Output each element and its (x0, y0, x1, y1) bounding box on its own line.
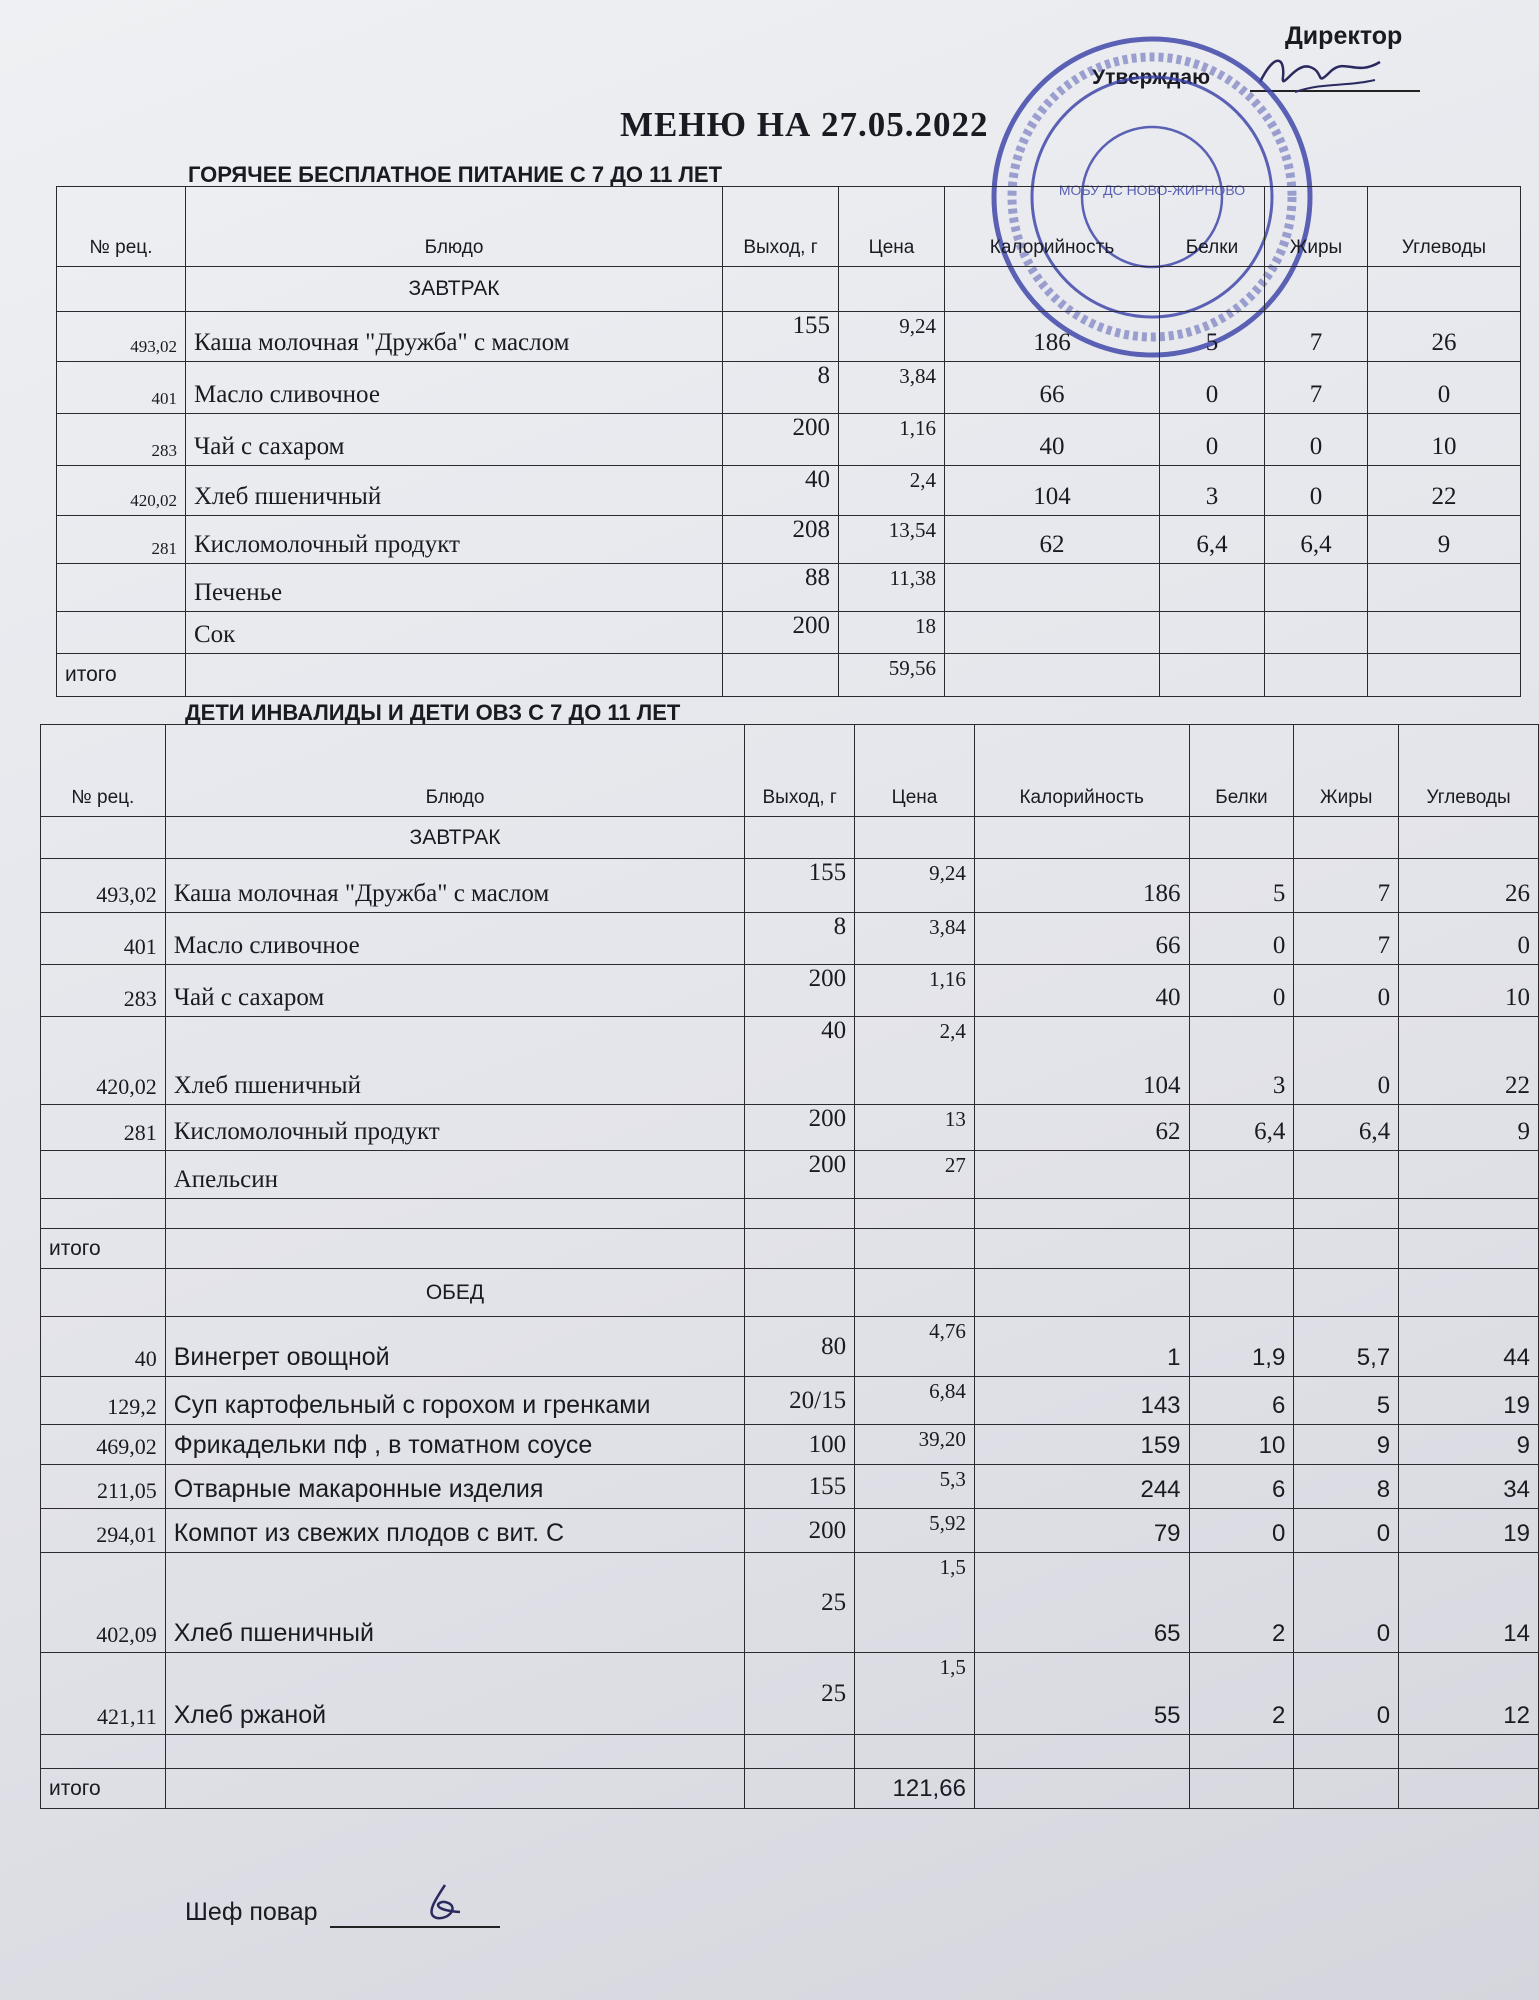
table-row (41, 1653, 1539, 1735)
cell-yield: 25 (745, 1653, 855, 1735)
cell-protein (1160, 564, 1265, 612)
cell-protein: 3 (1160, 466, 1265, 516)
cell-fat: 6,4 (1294, 1105, 1399, 1151)
cell-protein: 0 (1189, 965, 1294, 1017)
cell-kcal (974, 1151, 1189, 1199)
cell-kcal (945, 564, 1160, 612)
cell-dish: Суп картофельный с горохом и гренками (165, 1377, 745, 1425)
cell-yield: 40 (723, 466, 839, 516)
cell-fat: 7 (1294, 913, 1399, 965)
cell-protein: 3 (1189, 1017, 1294, 1105)
table-row (41, 913, 1539, 965)
cell-kcal: 40 (974, 965, 1189, 1017)
section2-table (40, 724, 1539, 1809)
meal-label-breakfast: ЗАВТРАК (165, 817, 745, 859)
section1-header-row (57, 187, 1521, 267)
cell-yield: 200 (723, 414, 839, 466)
cell-carbs: 10 (1368, 414, 1521, 466)
cell-dish: Масло сливочное (186, 362, 723, 414)
cell-protein: 2 (1189, 1653, 1294, 1735)
cell-price: 1,5 (855, 1653, 975, 1735)
section2-header-row (41, 725, 1539, 817)
table-row (41, 1553, 1539, 1653)
total-price: 59,56 (839, 654, 945, 697)
table-row (57, 312, 1521, 362)
cell-protein: 1,9 (1189, 1317, 1294, 1377)
cell-kcal: 186 (945, 312, 1160, 362)
cell-kcal: 104 (945, 466, 1160, 516)
cell-carbs: 44 (1399, 1317, 1539, 1377)
cell-carbs (1368, 612, 1521, 654)
total-row (57, 654, 1521, 697)
cell-dish: Кисломолочный продукт (186, 516, 723, 564)
cell-carbs: 22 (1368, 466, 1521, 516)
cell-yield: 100 (745, 1425, 855, 1465)
cell-carbs: 34 (1399, 1465, 1539, 1509)
cell-protein: 0 (1189, 1509, 1294, 1553)
cell-carbs (1399, 1151, 1539, 1199)
cell-price: 2,4 (855, 1017, 975, 1105)
cell-kcal: 40 (945, 414, 1160, 466)
cell-fat: 0 (1294, 965, 1399, 1017)
cell-price: 39,20 (855, 1425, 975, 1465)
chef-label: Шеф повар (185, 1898, 318, 1926)
cell-fat: 6,4 (1265, 516, 1368, 564)
col-header-price: Цена (839, 187, 945, 267)
cell-carbs: 0 (1368, 362, 1521, 414)
cell-code: 211,05 (41, 1465, 166, 1509)
cell-yield: 200 (745, 1151, 855, 1199)
cell-kcal: 1 (974, 1317, 1189, 1377)
meal-header-row (41, 817, 1539, 859)
col-header-kcal: Калорийность (945, 187, 1160, 267)
cell-carbs: 14 (1399, 1553, 1539, 1653)
table-row (57, 362, 1521, 414)
cell-yield: 40 (745, 1017, 855, 1105)
col-header-dish: Блюдо (186, 187, 723, 267)
cell-yield: 20/15 (745, 1377, 855, 1425)
cell-price: 3,84 (855, 913, 975, 965)
meal-label-breakfast: ЗАВТРАК (186, 267, 723, 312)
cell-dish: Отварные макаронные изделия (165, 1465, 745, 1509)
cell-fat: 7 (1265, 312, 1368, 362)
cell-code: 469,02 (41, 1425, 166, 1465)
table-row (41, 1425, 1539, 1465)
cell-protein: 0 (1189, 913, 1294, 965)
cell-yield: 80 (745, 1317, 855, 1377)
cell-code: 283 (57, 414, 186, 466)
cell-code: 40 (41, 1317, 166, 1377)
total-label: итого (41, 1229, 166, 1269)
cell-kcal: 143 (974, 1377, 1189, 1425)
table-row (41, 1105, 1539, 1151)
cell-carbs: 0 (1399, 913, 1539, 965)
cell-price: 1,16 (855, 965, 975, 1017)
total-price: 121,66 (855, 1769, 975, 1809)
table-row (57, 466, 1521, 516)
cell-protein: 10 (1189, 1425, 1294, 1465)
cell-price: 6,84 (855, 1377, 975, 1425)
total-label: итого (57, 654, 186, 697)
meal-header-row (57, 267, 1521, 312)
cell-carbs: 12 (1399, 1653, 1539, 1735)
cell-yield: 200 (745, 1509, 855, 1553)
cell-dish: Хлеб ржаной (165, 1653, 745, 1735)
cell-carbs: 10 (1399, 965, 1539, 1017)
cell-code: 294,01 (41, 1509, 166, 1553)
director-label: Директор (1285, 22, 1403, 50)
total-label: итого (41, 1769, 166, 1809)
cell-carbs: 26 (1368, 312, 1521, 362)
page-title: МЕНЮ НА 27.05.2022 (620, 105, 989, 144)
cell-price: 13 (855, 1105, 975, 1151)
cell-fat: 0 (1294, 1553, 1399, 1653)
total-row (41, 1769, 1539, 1809)
col-header-dish: Блюдо (165, 725, 745, 817)
cell-dish: Сок (186, 612, 723, 654)
table-row (41, 1509, 1539, 1553)
cell-kcal: 62 (974, 1105, 1189, 1151)
cell-dish: Апельсин (165, 1151, 745, 1199)
table-row (41, 1317, 1539, 1377)
cell-protein: 6 (1189, 1377, 1294, 1425)
cell-kcal: 159 (974, 1425, 1189, 1465)
table-row (41, 1017, 1539, 1105)
col-header-carbs: Углеводы (1399, 725, 1539, 817)
cell-dish: Чай с сахаром (186, 414, 723, 466)
cell-price: 5,92 (855, 1509, 975, 1553)
section1-table (56, 186, 1521, 697)
cell-dish: Винегрет овощной (165, 1317, 745, 1377)
cell-carbs: 19 (1399, 1377, 1539, 1425)
cell-price: 1,16 (839, 414, 945, 466)
cell-carbs: 26 (1399, 859, 1539, 913)
cell-kcal: 66 (945, 362, 1160, 414)
cell-kcal: 62 (945, 516, 1160, 564)
cell-fat: 7 (1265, 362, 1368, 414)
cell-protein: 6,4 (1189, 1105, 1294, 1151)
cell-dish: Хлеб пшеничный (165, 1017, 745, 1105)
cell-price: 1,5 (855, 1553, 975, 1653)
cell-yield: 155 (723, 312, 839, 362)
table-row (41, 1465, 1539, 1509)
cell-code: 420,02 (41, 1017, 166, 1105)
chef-signature-line (330, 1926, 500, 1928)
cell-protein: 0 (1160, 362, 1265, 414)
col-header-fat: Жиры (1294, 725, 1399, 817)
cell-price: 9,24 (855, 859, 975, 913)
table-row (41, 1377, 1539, 1425)
col-header-protein: Белки (1160, 187, 1265, 267)
cell-price: 4,76 (855, 1317, 975, 1377)
total-row (41, 1229, 1539, 1269)
cell-yield: 208 (723, 516, 839, 564)
cell-code: 401 (41, 913, 166, 965)
cell-price: 11,38 (839, 564, 945, 612)
cell-protein: 5 (1160, 312, 1265, 362)
col-header-protein: Белки (1189, 725, 1294, 817)
cell-protein: 5 (1189, 859, 1294, 913)
col-header-carbs: Углеводы (1368, 187, 1521, 267)
cell-yield: 8 (745, 913, 855, 965)
cell-yield: 155 (745, 1465, 855, 1509)
cell-dish: Печенье (186, 564, 723, 612)
meal-label-lunch: ОБЕД (165, 1269, 745, 1317)
cell-protein: 0 (1160, 414, 1265, 466)
col-header-yield: Выход, г (745, 725, 855, 817)
cell-protein: 6,4 (1160, 516, 1265, 564)
cell-kcal: 104 (974, 1017, 1189, 1105)
cell-dish: Компот из свежих плодов с вит. С (165, 1509, 745, 1553)
col-header-code: № рец. (41, 725, 166, 817)
cell-kcal: 79 (974, 1509, 1189, 1553)
cell-protein (1160, 612, 1265, 654)
cell-carbs: 9 (1399, 1105, 1539, 1151)
cell-kcal (945, 612, 1160, 654)
cell-protein (1189, 1151, 1294, 1199)
cell-code: 493,02 (41, 859, 166, 913)
cell-fat (1294, 1151, 1399, 1199)
cell-fat: 8 (1294, 1465, 1399, 1509)
cell-fat (1265, 564, 1368, 612)
cell-fat: 9 (1294, 1425, 1399, 1465)
cell-carbs (1368, 564, 1521, 612)
cell-dish: Кисломолочный продукт (165, 1105, 745, 1151)
cell-yield: 8 (723, 362, 839, 414)
cell-price: 13,54 (839, 516, 945, 564)
cell-dish: Каша молочная "Дружба" с маслом (165, 859, 745, 913)
cell-code: 401 (57, 362, 186, 414)
cell-kcal: 66 (974, 913, 1189, 965)
section2-title: ДЕТИ ИНВАЛИДЫ И ДЕТИ ОВЗ С 7 ДО 11 ЛЕТ (185, 700, 681, 725)
cell-code: 283 (41, 965, 166, 1017)
cell-kcal: 65 (974, 1553, 1189, 1653)
cell-carbs: 19 (1399, 1509, 1539, 1553)
empty-row (41, 1199, 1539, 1229)
cell-code: 281 (57, 516, 186, 564)
cell-kcal: 55 (974, 1653, 1189, 1735)
cell-fat: 0 (1265, 414, 1368, 466)
cell-code (57, 612, 186, 654)
cell-fat: 0 (1294, 1509, 1399, 1553)
cell-yield: 200 (745, 965, 855, 1017)
cell-price: 18 (839, 612, 945, 654)
cell-fat: 0 (1294, 1653, 1399, 1735)
cell-code: 420,02 (57, 466, 186, 516)
cell-carbs: 9 (1368, 516, 1521, 564)
cell-dish: Хлеб пшеничный (186, 466, 723, 516)
cell-carbs: 9 (1399, 1425, 1539, 1465)
col-header-price: Цена (855, 725, 975, 817)
table-row (41, 859, 1539, 913)
cell-dish: Масло сливочное (165, 913, 745, 965)
col-header-code: № рец. (57, 187, 186, 267)
chef-signature-icon (415, 1880, 475, 1925)
cell-yield: 25 (745, 1553, 855, 1653)
cell-code: 402,09 (41, 1553, 166, 1653)
cell-yield: 88 (723, 564, 839, 612)
cell-dish: Чай с сахаром (165, 965, 745, 1017)
cell-code: 129,2 (41, 1377, 166, 1425)
cell-code (41, 1151, 166, 1199)
col-header-kcal: Калорийность (974, 725, 1189, 817)
cell-fat (1265, 612, 1368, 654)
cell-fat: 5 (1294, 1377, 1399, 1425)
cell-kcal: 186 (974, 859, 1189, 913)
table-row (57, 612, 1521, 654)
cell-carbs: 22 (1399, 1017, 1539, 1105)
cell-dish: Хлеб пшеничный (165, 1553, 745, 1653)
cell-protein: 2 (1189, 1553, 1294, 1653)
approve-label: Утверждаю (1092, 66, 1211, 89)
stamp-text: МОБУ ДС НОВО-ЖИРНОВО (1058, 182, 1246, 198)
cell-protein: 6 (1189, 1465, 1294, 1509)
cell-price: 2,4 (839, 466, 945, 516)
table-row (57, 414, 1521, 466)
cell-price: 27 (855, 1151, 975, 1199)
cell-dish: Фрикадельки пф , в томатном соусе (165, 1425, 745, 1465)
section1-title: ГОРЯЧЕЕ БЕСПЛАТНОЕ ПИТАНИЕ С 7 ДО 11 ЛЕТ (188, 162, 723, 187)
cell-fat: 0 (1294, 1017, 1399, 1105)
meal-header-row (41, 1269, 1539, 1317)
cell-dish: Каша молочная "Дружба" с маслом (186, 312, 723, 362)
cell-price: 3,84 (839, 362, 945, 414)
cell-fat: 5,7 (1294, 1317, 1399, 1377)
table-row (57, 516, 1521, 564)
cell-code: 281 (41, 1105, 166, 1151)
cell-yield: 200 (745, 1105, 855, 1151)
cell-price: 5,3 (855, 1465, 975, 1509)
cell-price: 9,24 (839, 312, 945, 362)
cell-code: 421,11 (41, 1653, 166, 1735)
table-row (41, 1151, 1539, 1199)
empty-row (41, 1735, 1539, 1769)
col-header-fat: Жиры (1265, 187, 1368, 267)
cell-kcal: 244 (974, 1465, 1189, 1509)
cell-fat: 0 (1265, 466, 1368, 516)
cell-fat: 7 (1294, 859, 1399, 913)
cell-code (57, 564, 186, 612)
cell-code: 493,02 (57, 312, 186, 362)
cell-yield: 155 (745, 859, 855, 913)
col-header-yield: Выход, г (723, 187, 839, 267)
table-row (57, 564, 1521, 612)
table-row (41, 965, 1539, 1017)
cell-yield: 200 (723, 612, 839, 654)
